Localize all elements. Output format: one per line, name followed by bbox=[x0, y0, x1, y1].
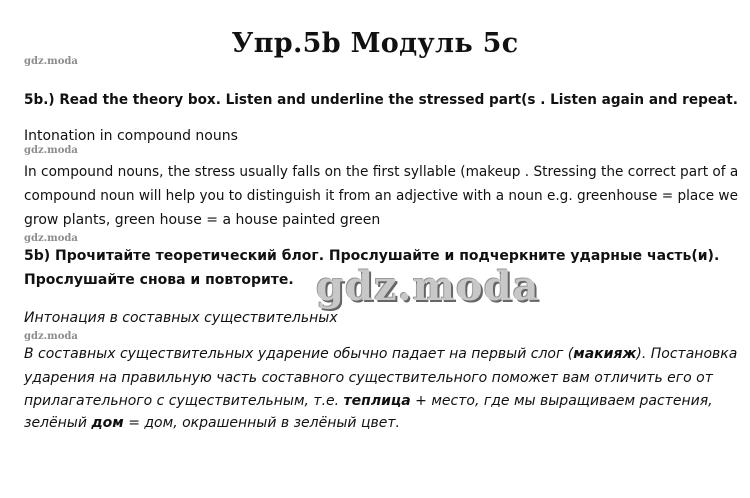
russian-bold-term: макияж bbox=[573, 346, 637, 362]
english-task: 5b.) Read the theory box. Listen and underline the stressed part(s . Listen again and repeat. bbox=[24, 92, 738, 108]
english-body-line: compound noun will help you to distinguish it from an adjective with a noun e.g. greenhouse = place we bbox=[24, 188, 738, 204]
russian-body-line bbox=[24, 393, 713, 409]
russian-text: прилагательного с существительным, т.е. bbox=[24, 393, 344, 409]
russian-task-line: 5b) Прочитайте теоретический блог. Прослушайте и подчеркните ударные часть(и). bbox=[24, 248, 720, 264]
english-body-line: grow plants, green house = a house painted green bbox=[24, 212, 381, 228]
english-body-line: In compound nouns, the stress usually falls on the first syllable (makeup . Stressing the correct part of a bbox=[24, 164, 739, 180]
russian-task-line: Прослушайте снова и повторите. bbox=[24, 272, 294, 288]
russian-text: В составных существительных ударение обычно падает на первый слог ( bbox=[24, 346, 574, 362]
russian-bold-term: теплица bbox=[343, 393, 411, 409]
watermark: gdz.moda bbox=[24, 56, 78, 67]
russian-text: зелёный bbox=[24, 415, 92, 431]
watermark: gdz.moda bbox=[24, 331, 78, 342]
page-title: Упр.5b Модуль 5с bbox=[231, 28, 519, 59]
russian-text: ). Постановка bbox=[636, 346, 738, 362]
russian-body-line bbox=[24, 346, 737, 362]
watermark-large: gdz.moda bbox=[316, 263, 540, 310]
watermark: gdz.moda bbox=[24, 145, 78, 156]
russian-heading: Интонация в составных существительных bbox=[24, 310, 338, 326]
russian-body-line: ударения на правильную часть составного существительного поможет вам отличить его от bbox=[24, 370, 713, 386]
watermark: gdz.moda bbox=[24, 233, 78, 244]
russian-text: + место, где мы выращиваем растения, bbox=[410, 393, 713, 409]
english-heading: Intonation in compound nouns bbox=[24, 128, 238, 144]
russian-bold-term: дом bbox=[91, 415, 124, 431]
russian-body-line bbox=[24, 415, 400, 431]
russian-text: = дом, окрашенный в зелёный цвет. bbox=[123, 415, 400, 431]
